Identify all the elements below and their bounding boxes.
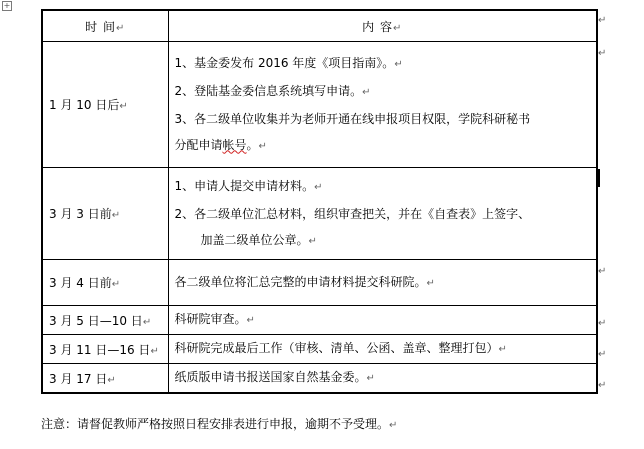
content-line: 3、各二级单位收集并为老师开通在线申报项目权限，学院科研秘书 — [174, 111, 531, 126]
content-line: 2、登陆基金委信息系统填写申请。↵ — [174, 83, 371, 98]
content-line: 科研院审查。↵ — [174, 312, 255, 326]
paragraph-mark: ↵ — [111, 279, 121, 290]
schedule-table — [41, 9, 598, 394]
content-line: 分配申请帐号。↵ — [174, 137, 267, 152]
time-cell — [42, 168, 168, 260]
row-end-mark: ↵ — [598, 266, 607, 277]
content-cell — [168, 42, 597, 168]
table-header-row — [42, 10, 597, 42]
paragraph-mark: ↵ — [389, 420, 398, 431]
time-text: 3 月 5 日—10 日 — [49, 313, 143, 328]
row-end-mark: ↵ — [598, 380, 607, 391]
time-text: 3 月 17 日 — [49, 371, 108, 386]
table-move-handle-icon[interactable]: + — [3, 1, 11, 10]
cell-end-mark: ↵ — [392, 22, 403, 34]
time-text: 3 月 4 日前 — [49, 276, 112, 290]
footnote — [41, 415, 397, 432]
table-row — [42, 168, 597, 260]
time-cell — [42, 306, 168, 335]
row-end-mark: ↵ — [598, 318, 607, 329]
time-text: 3 月 3 日前 — [49, 207, 112, 221]
row-end-mark: ↵ — [598, 15, 607, 26]
content-line: 1、基金委发布 2016 年度《项目指南》。↵ — [174, 55, 403, 70]
time-cell — [42, 364, 168, 394]
header-content — [168, 10, 597, 42]
table-row — [42, 364, 597, 394]
table-row — [42, 306, 597, 335]
content-line: 2、各二级单位汇总材料，组织审查把关，并在《自查表》上签字、 — [174, 206, 531, 221]
content-cell — [168, 168, 597, 260]
table-row — [42, 260, 597, 306]
time-cell — [42, 42, 168, 168]
time-cell — [42, 260, 168, 306]
header-content-label: 内 容 — [362, 19, 393, 34]
table-row — [42, 42, 597, 168]
content-cell — [168, 364, 597, 394]
content-line: 加盖二级单位公章。↵ — [200, 232, 317, 247]
time-cell — [42, 335, 168, 364]
row-end-mark: ↵ — [598, 349, 607, 360]
footnote-text: 注意：请督促教师严格按照日程安排表进行申报，逾期不予受理。 — [41, 417, 390, 431]
time-text: 1 月 10 日后 — [49, 98, 120, 112]
text-cursor — [598, 169, 600, 187]
paragraph-mark: ↵ — [111, 210, 121, 221]
paragraph-mark: ↵ — [119, 101, 128, 112]
paragraph-mark: ↵ — [142, 316, 152, 328]
content-line: 1、申请人提交申请材料。↵ — [174, 178, 323, 193]
spellcheck-underlined-word[interactable]: 帐号 — [222, 137, 247, 152]
time-text: 3 月 11 日—16 日 — [49, 342, 151, 357]
content-line: 各二级单位将汇总完整的申请材料提交科研院。↵ — [174, 274, 435, 289]
content-cell — [168, 306, 597, 335]
paragraph-mark: ↵ — [107, 374, 116, 386]
row-end-mark: ↵ — [598, 48, 607, 59]
paragraph-mark: ↵ — [150, 345, 159, 357]
header-time-label: 时 间 — [85, 19, 116, 34]
content-cell — [168, 335, 597, 364]
content-line: 纸质版申请书报送国家自然基金委。↵ — [174, 370, 375, 384]
content-cell — [168, 260, 597, 306]
cell-end-mark: ↵ — [115, 22, 126, 34]
content-line: 科研院完成最后工作（审核、清单、公函、盖章、整理打包）↵ — [174, 341, 507, 355]
header-time — [42, 10, 168, 42]
table-row — [42, 335, 597, 364]
